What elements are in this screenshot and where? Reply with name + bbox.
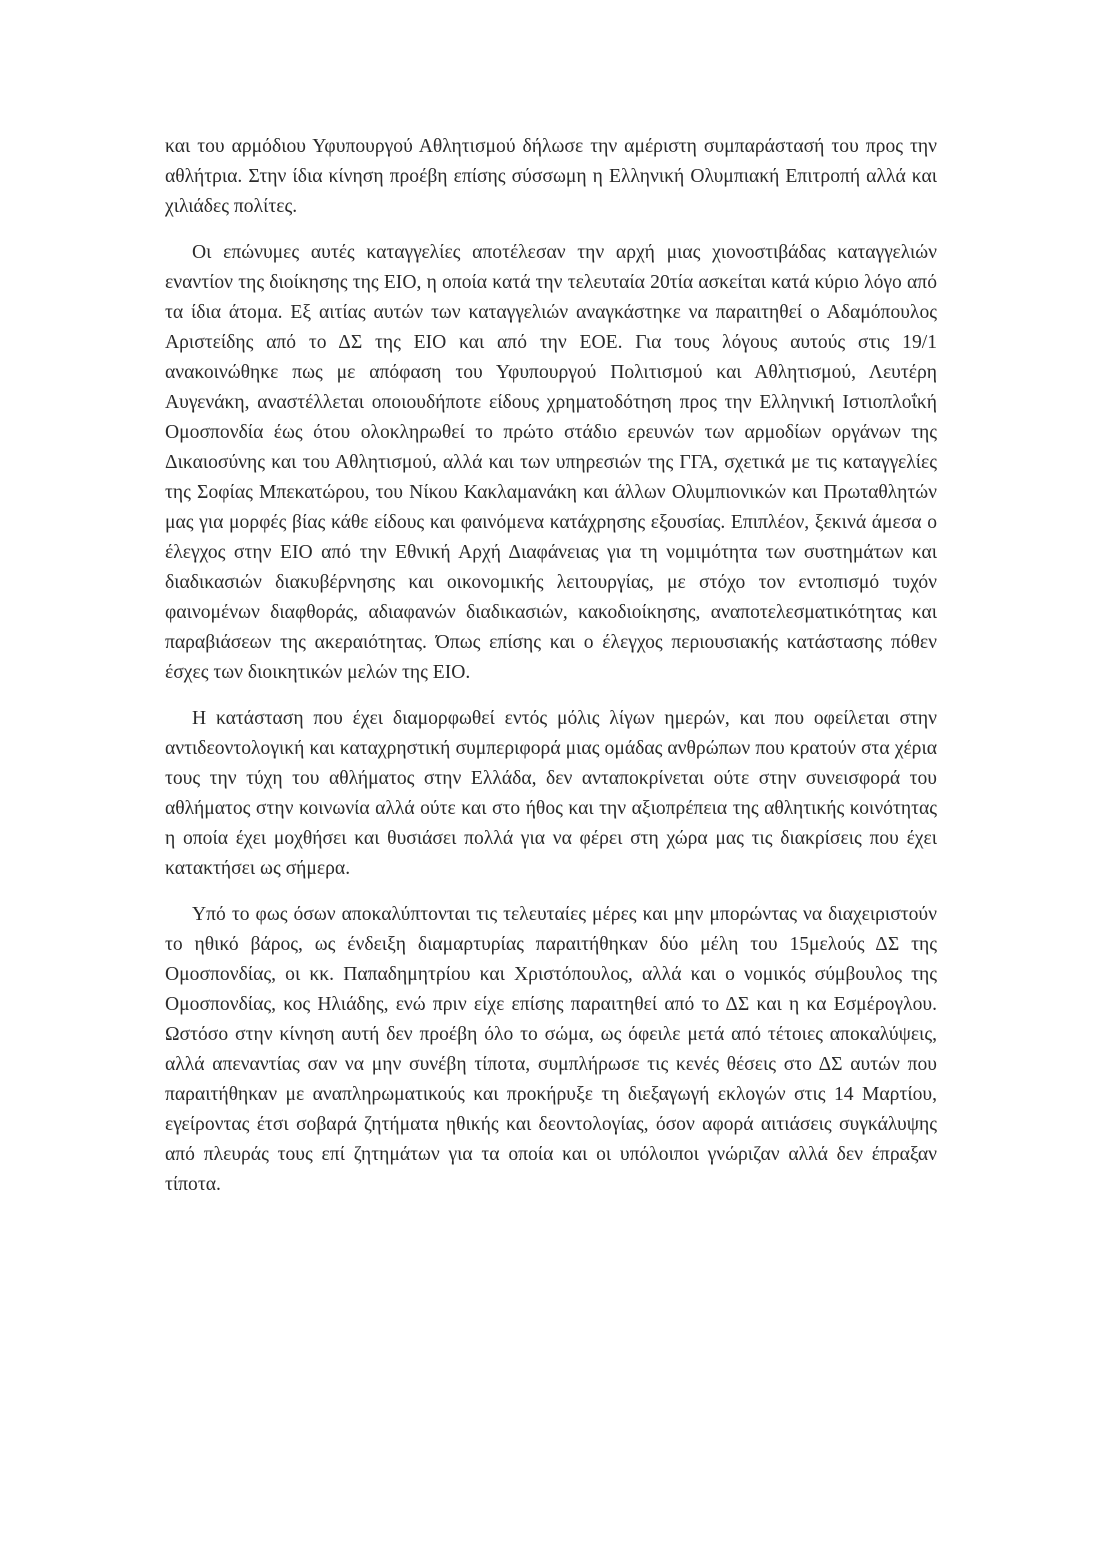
paragraph-1: και του αρμόδιου Υφυπουργού Αθλητισμού δήλωσε την αμέριστη συμπαράστασή του προς την αθλήτρια. Στην ίδια κίνηση προέβη επίσης σύσσωμη η Ελληνική Ολυμπιακή Επιτροπή αλλά και χιλιάδες πολίτες. <box>165 136 937 217</box>
paragraph-3: Η κατάσταση που έχει διαμορφωθεί εντός μόλις λίγων ημερών, και που οφείλεται στην αντιδεοντολογική και καταχρηστική συμπεριφορά μιας ομάδας ανθρώπων που κρατούν στα χέρια τους την τύχη του αθλήματος στην Ελλάδα, δεν ανταποκρίνεται ούτε στην συνεισφορά του αθλήματος στην κοινωνία αλλά ούτε και στο ήθος και την αξιοπρέπεια της αθλητικής κοινότητας η οποία έχει μοχθήσει και θυσιάσει πολλά για να φέρει στη χώρα μας τις διακρίσεις που έχει κατακτήσει ως σήμερα. <box>165 708 937 879</box>
paragraph-2: Οι επώνυμες αυτές καταγγελίες αποτέλεσαν την αρχή μιας χιονοστιβάδας καταγγελιών εναντίον της διοίκησης της ΕΙΟ, η οποία κατά την τελευταία 20τία ασκείται κατά κύριο λόγο από τα ίδια άτομα. Εξ αιτίας αυτών των καταγγελιών αναγκάστηκε να παραιτηθεί ο Αδαμόπουλος Αριστείδης από το ΔΣ της ΕΙΟ και από την ΕΟΕ. Για τους λόγους αυτούς στις 19/1 ανακοινώθηκε πως με απόφαση του Υφυπουργού Πολιτισμού και Αθλητισμού, Λευτέρη Αυγενάκη, αναστέλλεται οποιουδήποτε είδους χρηματοδότηση προς την Ελληνική Ιστιοπλοΐκή Ομοσπονδία έως ότου ολοκληρωθεί το πρώτο στάδιο ερευνών των αρμοδίων οργάνων της Δικαιοσύνης και του Αθλητισμού, αλλά και των υπηρεσιών της ΓΓΑ, σχετικά με τις καταγγελίες της Σοφίας Μπεκατώρου, του Νίκου Κακλαμανάκη και άλλων Ολυμπιονικών και Πρωταθλητών μας για μορφές βίας κάθε είδους και φαινόμενα κατάχρησης εξουσίας. Επιπλέον, ξεκινά άμεσα ο έλεγχος στην ΕΙΟ από την Εθνική Αρχή Διαφάνειας για τη νομιμότητα των συστημάτων και διαδικασιών διακυβέρνησης και οικονομικής λειτουργίας, με στόχο τον εντοπισμό τυχόν φαινομένων διαφθοράς, αδιαφανών διαδικασιών, κακοδιοίκησης, αναποτελεσματικότητας και παραβιάσεων της ακεραιότητας. Όπως επίσης και ο έλεγχος περιουσιακής κατάστασης πόθεν έσχες των διοικητικών μελών της ΕΙΟ. <box>165 242 937 683</box>
paragraph-4: Υπό το φως όσων αποκαλύπτονται τις τελευταίες μέρες και μην μπορώντας να διαχειριστούν το ηθικό βάρος, ως ένδειξη διαμαρτυρίας παραιτήθηκαν δύο μέλη του 15μελούς ΔΣ της Ομοσπονδίας, οι κκ. Παπαδημητρίου και Χριστόπουλος, αλλά και ο νομικός σύμβουλος της Ομοσπονδίας, κος Ηλιάδης, ενώ πριν είχε επίσης παραιτηθεί από το ΔΣ και η κα Εσμέρογλου. Ωστόσο στην κίνηση αυτή δεν προέβη όλο το σώμα, ως όφειλε μετά από τέτοιες αποκαλύψεις, αλλά απεναντίας σαν να μην συνέβη τίποτα, συμπλήρωσε τις κενές θέσεις στο ΔΣ αυτών που παραιτήθηκαν με αναπληρωματικούς και προκήρυξε τη διεξαγωγή εκλογών στις 14 Μαρτίου, εγείροντας έτσι σοβαρά ζητήματα ηθικής και δεοντολογίας, όσον αφορά αιτιάσεις συγκάλυψης από πλευράς τους επί ζητημάτων για τα οποία και οι υπόλοιποι γνώριζαν αλλά δεν έπραξαν τίποτα. <box>165 904 937 1195</box>
document-page <box>165 132 937 1216</box>
